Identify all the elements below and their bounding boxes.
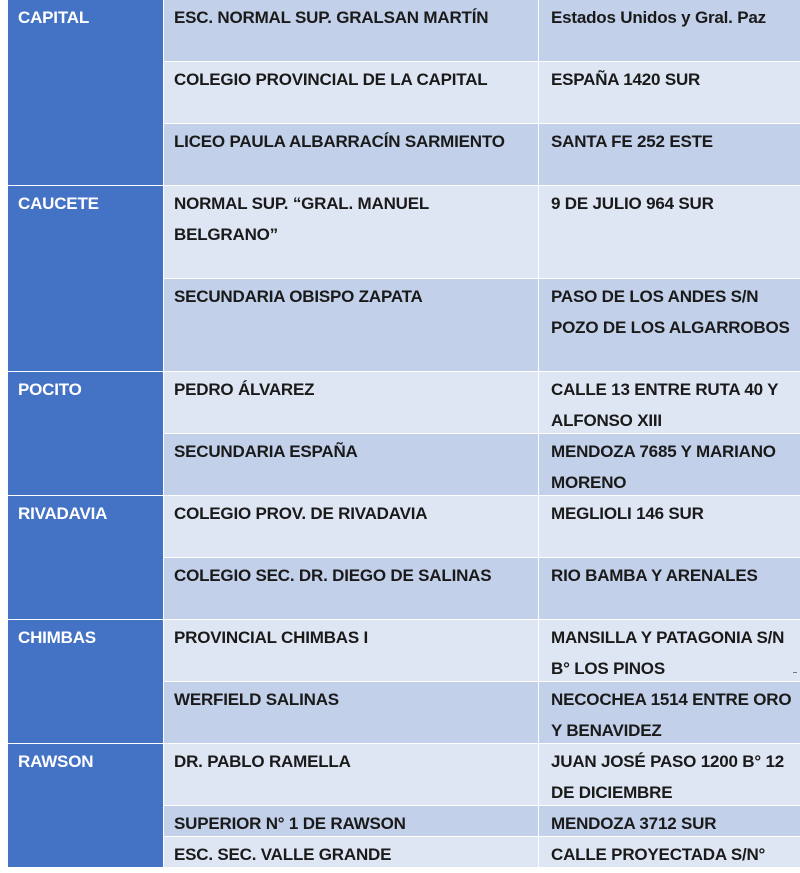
address-cell: JUAN JOSÉ PASO 1200 B° 12 DE DICIEMBRE [538, 744, 800, 806]
edge-mark [793, 672, 797, 673]
school-name-cell: PEDRO ÁLVAREZ [163, 372, 538, 434]
school-name-cell: SUPERIOR N° 1 DE RAWSON [163, 806, 538, 837]
school-name-cell: ESC. SEC. VALLE GRANDE [163, 837, 538, 868]
address-cell: CALLE PROYECTADA S/N° [538, 837, 800, 868]
schools-table [8, 0, 800, 873]
address-cell: PASO DE LOS ANDES S/N POZO DE LOS ALGARROBOS [538, 279, 800, 372]
address-cell: NECOCHEA 1514 ENTRE ORO Y BENAVIDEZ [538, 682, 800, 744]
address-cell: MEGLIOLI 146 SUR [538, 496, 800, 558]
address-cell: MENDOZA 3712 SUR [538, 806, 800, 837]
school-name-cell: COLEGIO PROV. DE RIVADAVIA [163, 496, 538, 558]
school-name-cell: LICEO PAULA ALBARRACÍN SARMIENTO [163, 124, 538, 186]
school-name-cell: NORMAL SUP. “GRAL. MANUEL BELGRANO” [163, 186, 538, 279]
region-cell: CHIMBAS [8, 620, 163, 744]
school-name-cell: DR. PABLO RAMELLA [163, 744, 538, 806]
address-cell: Estados Unidos y Gral. Paz [538, 0, 800, 62]
region-cell: RAWSON [8, 744, 163, 868]
school-name-cell: SECUNDARIA ESPAÑA [163, 434, 538, 496]
address-cell: SANTA FE 252 ESTE [538, 124, 800, 186]
address-cell: MANSILLA Y PATAGONIA S/N B° LOS PINOS [538, 620, 800, 682]
school-name-cell: COLEGIO SEC. DR. DIEGO DE SALINAS [163, 558, 538, 620]
school-name-cell: WERFIELD SALINAS [163, 682, 538, 744]
region-cell: POCITO [8, 372, 163, 496]
school-name-cell: COLEGIO PROVINCIAL DE LA CAPITAL [163, 62, 538, 124]
school-name-cell: SECUNDARIA OBISPO ZAPATA [163, 279, 538, 372]
address-cell: MENDOZA 7685 Y MARIANO MORENO [538, 434, 800, 496]
region-cell: RIVADAVIA [8, 496, 163, 620]
school-name-cell: PROVINCIAL CHIMBAS I [163, 620, 538, 682]
address-cell: 9 DE JULIO 964 SUR [538, 186, 800, 279]
region-cell: CAPITAL [8, 0, 163, 186]
region-cell: CAUCETE [8, 186, 163, 372]
school-name-cell: ESC. NORMAL SUP. GRALSAN MARTÍN [163, 0, 538, 62]
address-cell: CALLE 13 ENTRE RUTA 40 Y ALFONSO XIII [538, 372, 800, 434]
address-cell: RIO BAMBA Y ARENALES [538, 558, 800, 620]
address-cell: ESPAÑA 1420 SUR [538, 62, 800, 124]
